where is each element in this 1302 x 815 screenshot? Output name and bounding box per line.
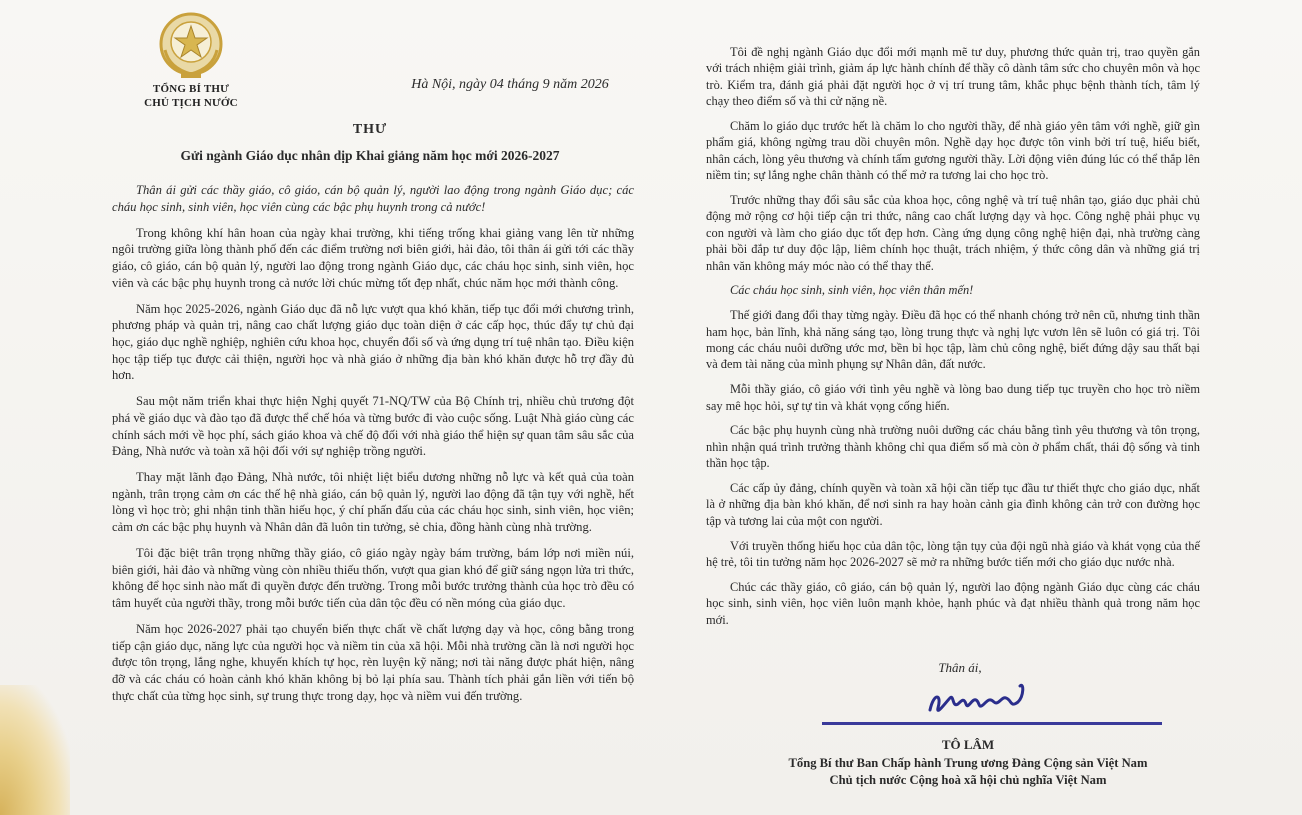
- signer-title-1: Tổng Bí thư Ban Chấp hành Trung ương Đảng Cộng sản Việt Nam: [788, 756, 1148, 770]
- opening-greeting: Thân ái gửi các thầy giáo, cô giáo, cán bộ quản lý, người lao động trong ngành Giáo dục; các cháu học sinh, sinh viên, học viên cùng các bậc phụ huynh trong cả nước!: [112, 183, 634, 214]
- body-paragraph: Thế giới đang đổi thay từng ngày. Điều đã học có thể nhanh chóng trở nên cũ, nhưng tinh thần ham học, bản lĩnh, khả năng sáng tạo, lòng trung thực và nghị lực vươn lên sẽ luôn có giá trị. Tôi mong các cháu nuôi dưỡng ước mơ, bền bỉ học tập, làm chủ công nghệ, biết đứng dậy sau thất bại và đem tài năng của mình phụng sự Nhân dân, đất nước.: [706, 308, 1200, 372]
- body-paragraph: Chăm lo giáo dục trước hết là chăm lo cho người thầy, để nhà giáo yên tâm với nghề, giữ gìn phẩm giá, không ngừng trau dồi chuyên môn. Nghề dạy học được tôn vinh bởi trí tuệ, hiểu biết, nhân cách, lòng yêu thương và chính tấm gương người thầy. Lời động viên đúng lúc có thể thắp lên niềm tin; sự lắng nghe chân thành có thể mở ra tương lai cho học trò.: [706, 119, 1200, 183]
- left-column: [112, 182, 634, 714]
- signature-underline: [822, 722, 1162, 725]
- body-paragraph: Chúc các thầy giáo, cô giáo, cán bộ quản lý, người lao động ngành Giáo dục cùng các cháu học sinh, sinh viên, học viên luôn mạnh khỏe, hạnh phúc và đạt nhiều thành quả trong năm học mới.: [706, 579, 1200, 627]
- body-paragraph: Trước những thay đổi sâu sắc của khoa học, công nghệ và trí tuệ nhân tạo, giáo dục phải chủ động mở rộng cơ hội tiếp cận tri thức, nâng cao chất lượng dạy và học. Công nghệ phải phục vụ con người và làm cho giáo dục tốt đẹp hơn. Càng ứng dụng công nghệ hiện đại, nhà trường càng phải bồi đắp tư duy độc lập, liêm chính học thuật, trách nhiệm, ý thức công dân và những giá trị nhân văn không máy móc nào có thể thay thế.: [706, 193, 1200, 273]
- students-greeting: Các cháu học sinh, sinh viên, học viên thân mến!: [730, 283, 974, 298]
- body-paragraph: Các bậc phụ huynh cùng nhà trường nuôi dưỡng các cháu bằng tình yêu thương và tôn trọng, nhìn nhận quá trình trưởng thành không chỉ qua điểm số mà còn ở phẩm chất, thái độ sống và tinh thần học tập.: [706, 423, 1200, 471]
- signer-name: TÔ LÂM: [941, 737, 995, 752]
- body-paragraph: Tôi đề nghị ngành Giáo dục đổi mới mạnh mẽ tư duy, phương thức quản trị, trao quyền gắn với trách nhiệm giải trình, giảm áp lực hành chính để thầy cô dành tâm sức cho chuyên môn và học trò. Kiểm tra, đánh giá phải đặt người học ở vị trí trung tâm, khắc phục bệnh thành tích, tâm lý chạy theo điểm số và thi cử nặng nề.: [706, 45, 1200, 109]
- handwritten-signature: [920, 672, 1040, 722]
- issuer-block: [128, 10, 254, 110]
- letter-title: THƯ: [352, 122, 388, 137]
- body-paragraph: Tôi đặc biệt trân trọng những thầy giáo, cô giáo ngày ngày bám trường, bám lớp nơi miền núi, biên giới, hải đảo và những vùng còn nhiều thiếu thốn, vượt qua gian khó để giữ sáng ngọn lửa tri thức, không để học sinh nào mất đi quyền được đến trường. Trong mỗi bước trưởng thành của học trò đều có tâm huyết của người thầy, trong mỗi bước tiến của dân tộc đều có nền móng của giáo dục.: [112, 546, 634, 611]
- signer-title-2: Chủ tịch nước Cộng hoà xã hội chủ nghĩa Việt Nam: [829, 772, 1107, 787]
- body-paragraph: Mỗi thầy giáo, cô giáo với tình yêu nghề và lòng bao dung tiếp tục truyền cho học trò niềm say mê học hỏi, sự tự tin và khát vọng cống hiến.: [706, 382, 1200, 413]
- closing-salutation: Thân ái,: [938, 660, 982, 675]
- letter-date: Hà Nội, ngày 04 tháng 9 năm 2026: [411, 77, 609, 92]
- body-paragraph: Trong không khí hân hoan của ngày khai trường, khi tiếng trống khai giảng vang lên từ những ngôi trường giữa lòng thành phố đến các điểm trường nơi biên giới, hải đảo, tôi thân ái gửi tới các thầy giáo, cô giáo, cán bộ quản lý, người lao động trong ngành Giáo dục, các cháu học sinh, sinh viên, học viên và các bậc phụ huynh trong cả nước lời chúc mừng tốt đẹp nhất, chúc năm học mới thành công.: [112, 225, 634, 290]
- body-paragraph: Thay mặt lãnh đạo Đảng, Nhà nước, tôi nhiệt liệt biểu dương những nỗ lực và kết quả của toàn ngành, trân trọng cảm ơn các thế hệ nhà giáo, cán bộ quản lý, người lao động đã tận tụy với nghề, hết lòng vì học trò; ghi nhận tinh thần hiếu học, ý chí phấn đấu của các cháu học sinh, sinh viên, học viên; cảm ơn các bậc phụ huynh và Nhân dân đã luôn tin tưởng, sẻ chia, đồng hành cùng nhà trường.: [112, 470, 634, 535]
- issuer-line-2: CHỦ TỊCH NƯỚC: [144, 97, 238, 109]
- national-emblem-icon: [155, 10, 227, 82]
- body-paragraph: Năm học 2025-2026, ngành Giáo dục đã nỗ lực vượt qua khó khăn, tiếp tục đổi mới chương trình, phương pháp và quản trị, nâng cao chất lượng giáo dục toàn diện ở các cấp học, thúc đẩy tự chủ đại học, giáo dục nghề nghiệp, nghiên cứu khoa học, chuyển đổi số và ứng dụng trí tuệ nhân tạo. Điều kiện học tập tiếp tục được cải thiện, người học và nhà giáo ở những địa bàn khó khăn được hỗ trợ đầy đủ hơn.: [112, 301, 634, 383]
- page-curl-decoration: [0, 685, 70, 815]
- signer-titles: [740, 755, 1196, 788]
- letter-subject: Gửi ngành Giáo dục nhân dịp Khai giảng năm học mới 2026-2027: [180, 148, 560, 163]
- body-paragraph: Các cấp ủy đảng, chính quyền và toàn xã hội cần tiếp tục đầu tư thiết thực cho giáo dục, nhất là ở những địa bàn khó khăn, để nơi sinh ra hay hoàn cảnh gia đình không cản trở con đường học tập và tương lai của một con người.: [706, 481, 1200, 528]
- issuer-line-1: TỔNG BÍ THƯ: [152, 83, 230, 95]
- body-paragraph: Năm học 2026-2027 phải tạo chuyển biến thực chất về chất lượng dạy và học, công bằng trong tiếp cận giáo dục, năng lực của người học và niềm tin của xã hội. Mỗi nhà trường cần là nơi người học được tôn trọng, lắng nghe, khuyến khích tự học, rèn luyện kỹ năng; nơi tài năng được phát hiện, nâng đỡ và các cháu có hoàn cảnh khó khăn không bị bỏ lại phía sau. Thành tích phải gắn liền với tiến bộ thực chất của từng học sinh, sự trung thực trong dạy, học và niềm vui đến trường.: [112, 622, 634, 703]
- body-paragraph: Với truyền thống hiếu học của dân tộc, lòng tận tụy của đội ngũ nhà giáo và khát vọng của thế hệ trẻ, tôi tin tưởng năm học 2026-2027 sẽ mở ra những bước tiến mới cho giáo dục nước nhà.: [706, 538, 1200, 570]
- right-column: [706, 44, 1200, 637]
- body-paragraph: Sau một năm triển khai thực hiện Nghị quyết 71-NQ/TW của Bộ Chính trị, nhiều chủ trương đột phá về giáo dục và đào tạo đã được thể chế hóa và từng bước đi vào cuộc sống. Luật Nhà giáo cùng các chính sách mới về học phí, sách giáo khoa và chế độ đối với nhà giáo thể hiện sự quan tâm sâu sắc của Đảng, Nhà nước và toàn xã hội đối với sự nghiệp trồng người.: [112, 394, 634, 459]
